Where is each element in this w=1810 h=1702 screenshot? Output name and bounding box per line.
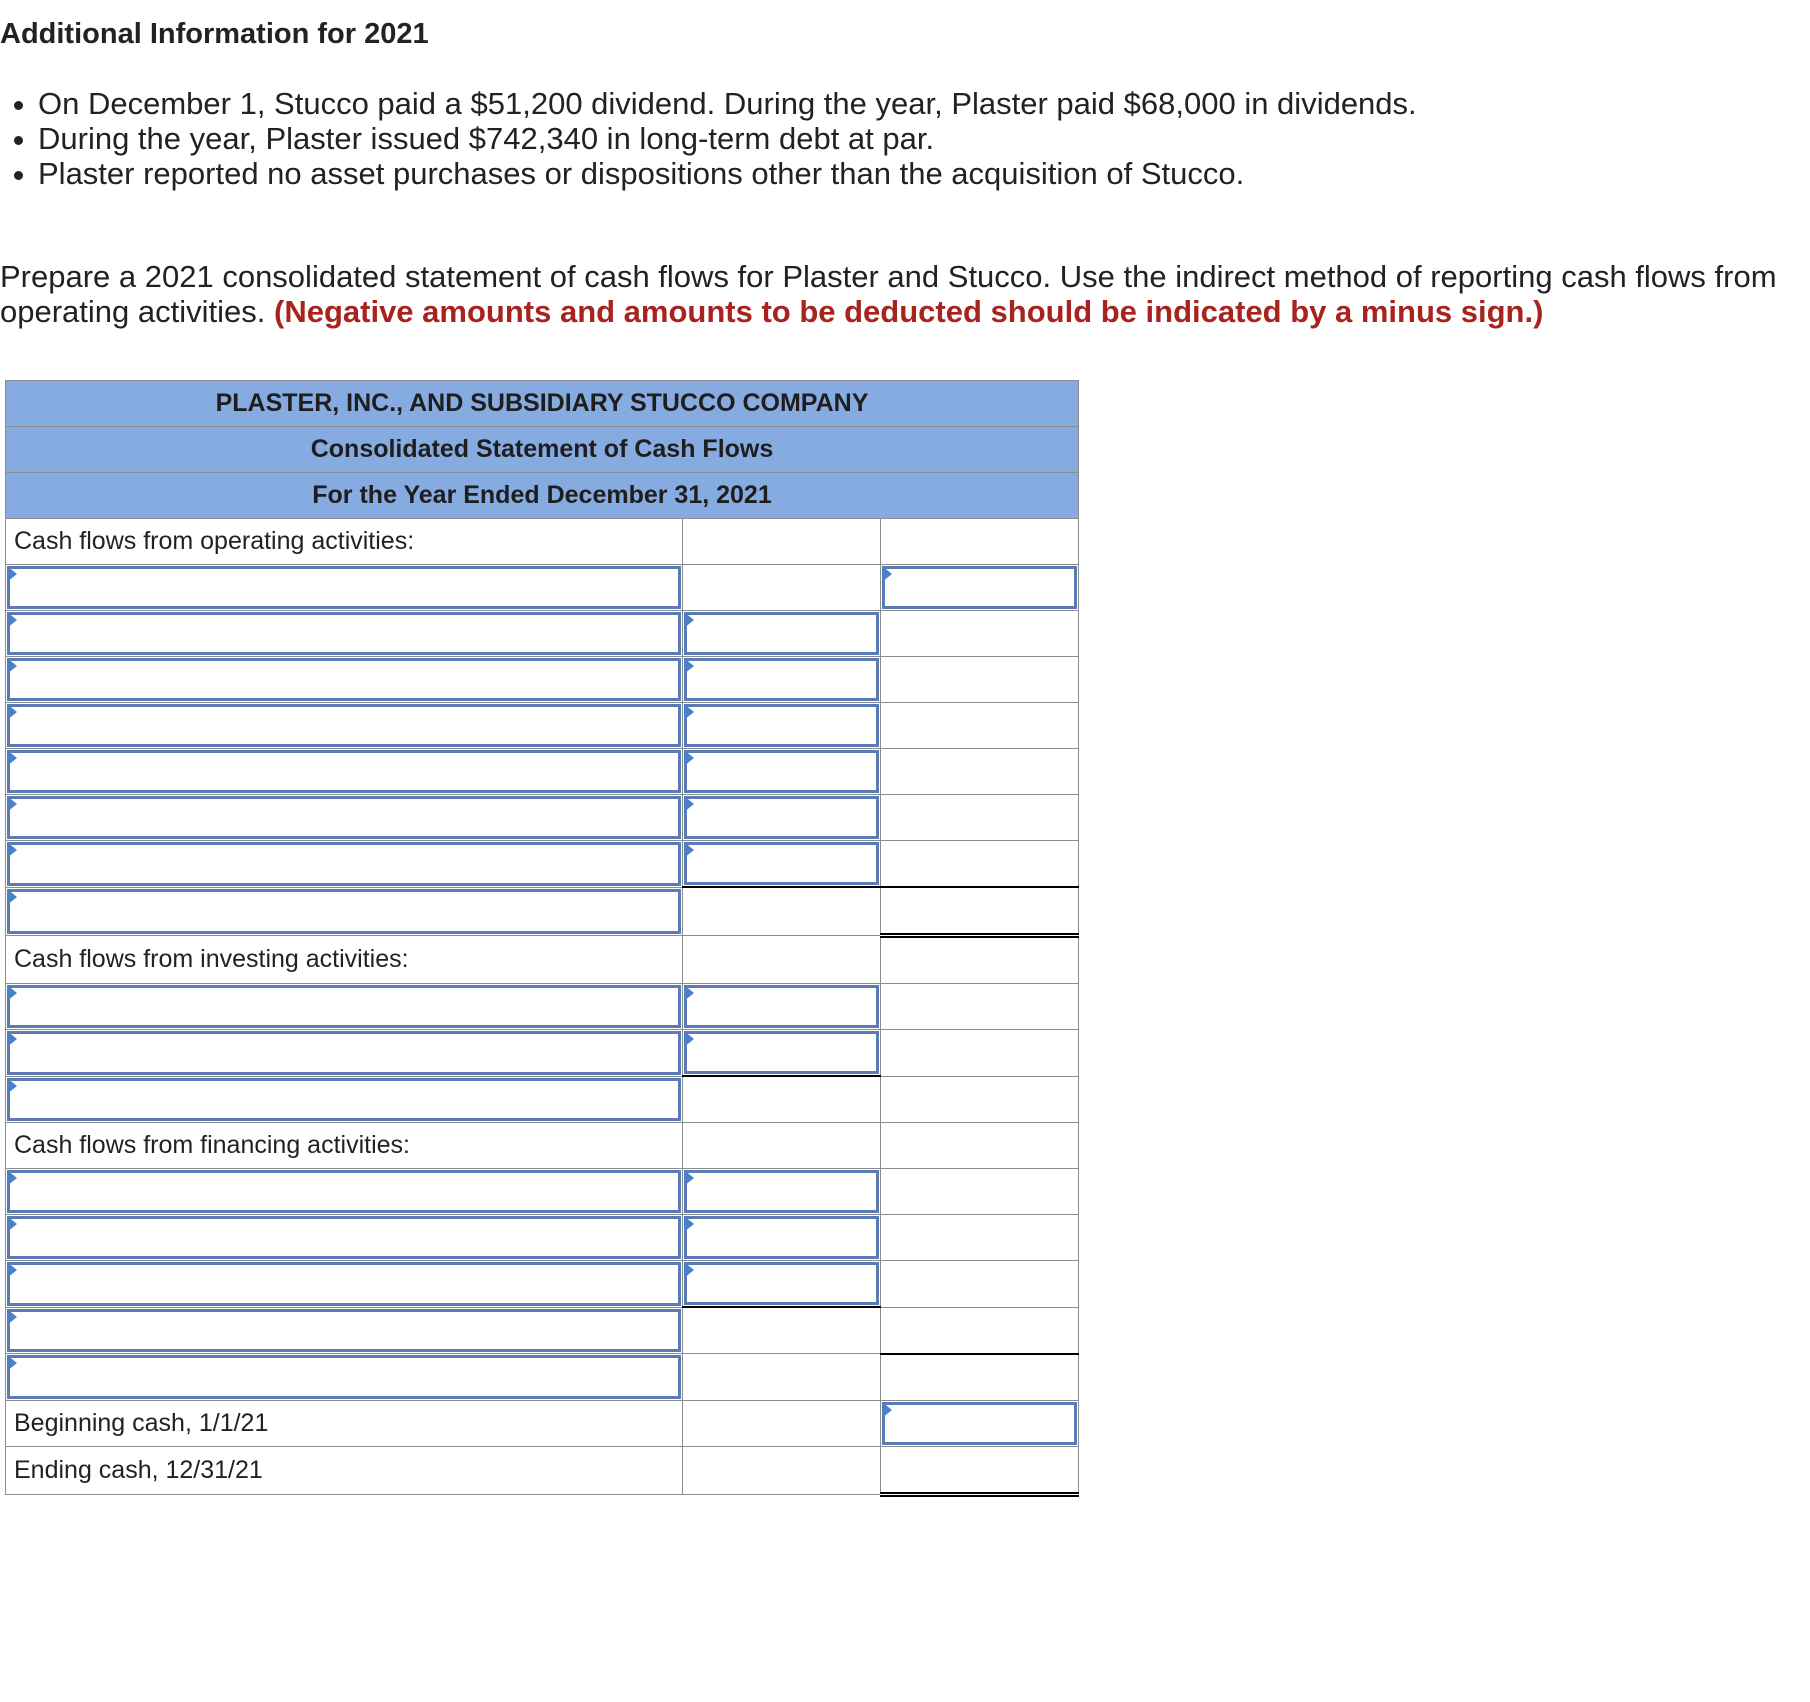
financing-item-input[interactable] xyxy=(7,1170,681,1213)
bullet-dot-icon xyxy=(14,101,23,110)
operating-item-input[interactable] xyxy=(7,658,681,701)
bullet-dot-icon xyxy=(14,171,23,180)
instructions-note: (Negative amounts and amounts to be deducted should be indicated by a minus sign.) xyxy=(274,294,1544,329)
financing-amount-input[interactable] xyxy=(684,1216,879,1259)
operating-amount-input[interactable] xyxy=(684,750,879,793)
bullet-dot-icon xyxy=(14,136,23,145)
additional-info-title: Additional Information for 2021 xyxy=(0,18,429,50)
operating-total-label-input[interactable] xyxy=(7,889,681,935)
cash-flow-statement-table xyxy=(5,380,1079,1497)
operating-total-input[interactable] xyxy=(882,566,1077,609)
operating-section-label: Cash flows from operating activities: xyxy=(6,519,683,565)
investing-section-label: Cash flows from investing activities: xyxy=(6,936,683,984)
operating-item-input[interactable] xyxy=(7,612,681,655)
table-row xyxy=(6,519,1079,565)
list-item: During the year, Plaster issued $742,340 in long-term debt at par. xyxy=(0,121,1417,156)
table-row xyxy=(6,1123,1079,1169)
company-name: PLASTER, INC., AND SUBSIDIARY STUCCO COMPANY xyxy=(6,381,1079,427)
operating-item-input[interactable] xyxy=(7,704,681,747)
table-row xyxy=(6,1354,1079,1401)
list-item: Plaster reported no asset purchases or dispositions other than the acquisition of Stucco. xyxy=(0,156,1417,191)
investing-total-label-input[interactable] xyxy=(7,1078,681,1122)
table-row xyxy=(6,1030,1079,1077)
table-row xyxy=(6,1400,1079,1446)
additional-info-list xyxy=(0,86,1417,191)
beginning-cash-label: Beginning cash, 1/1/21 xyxy=(6,1400,683,1446)
investing-amount-input[interactable] xyxy=(684,985,879,1028)
table-row xyxy=(6,1446,1079,1494)
table-row xyxy=(6,1261,1079,1308)
instructions xyxy=(0,259,1790,329)
financing-section-label: Cash flows from financing activities: xyxy=(6,1123,683,1169)
list-item: On December 1, Stucco paid a $51,200 dividend. During the year, Plaster paid $68,000 in dividends. xyxy=(0,86,1417,121)
operating-amount-input[interactable] xyxy=(684,704,879,747)
investing-item-input[interactable] xyxy=(7,1031,681,1075)
table-row xyxy=(6,1307,1079,1354)
financing-total-label-input[interactable] xyxy=(7,1309,681,1353)
operating-item-input[interactable] xyxy=(7,842,681,886)
table-row xyxy=(6,749,1079,795)
table-row xyxy=(6,611,1079,657)
table-row xyxy=(6,984,1079,1030)
statement-period: For the Year Ended December 31, 2021 xyxy=(6,473,1079,519)
financing-amount-input[interactable] xyxy=(684,1170,879,1213)
table-row xyxy=(6,795,1079,841)
operating-item-input[interactable] xyxy=(7,566,681,609)
table-row xyxy=(6,565,1079,611)
net-change-label-input[interactable] xyxy=(7,1355,681,1399)
financing-item-input[interactable] xyxy=(7,1216,681,1259)
ending-cash-label: Ending cash, 12/31/21 xyxy=(6,1446,683,1494)
operating-item-input[interactable] xyxy=(7,750,681,793)
beginning-cash-input[interactable] xyxy=(882,1402,1077,1445)
instructions-text: Prepare a 2021 consolidated statement of cash flows for Plaster and Stucco. Use the indirect method of reporting cash flows from operating activities. xyxy=(0,259,1777,329)
table-row xyxy=(6,841,1079,888)
investing-item-input[interactable] xyxy=(7,985,681,1028)
operating-item-input[interactable] xyxy=(7,796,681,839)
financing-amount-input[interactable] xyxy=(684,1262,879,1305)
table-row xyxy=(6,657,1079,703)
operating-amount-input[interactable] xyxy=(684,796,879,839)
table-row xyxy=(6,887,1079,936)
operating-amount-input[interactable] xyxy=(684,658,879,701)
statement-title: Consolidated Statement of Cash Flows xyxy=(6,427,1079,473)
table-row xyxy=(6,1215,1079,1261)
table-row xyxy=(6,703,1079,749)
table-row xyxy=(6,1076,1079,1123)
operating-amount-input[interactable] xyxy=(684,612,879,655)
investing-amount-input[interactable] xyxy=(684,1031,879,1074)
financing-item-input[interactable] xyxy=(7,1262,681,1306)
table-row xyxy=(6,936,1079,984)
operating-amount-input[interactable] xyxy=(684,842,879,885)
table-row xyxy=(6,1169,1079,1215)
